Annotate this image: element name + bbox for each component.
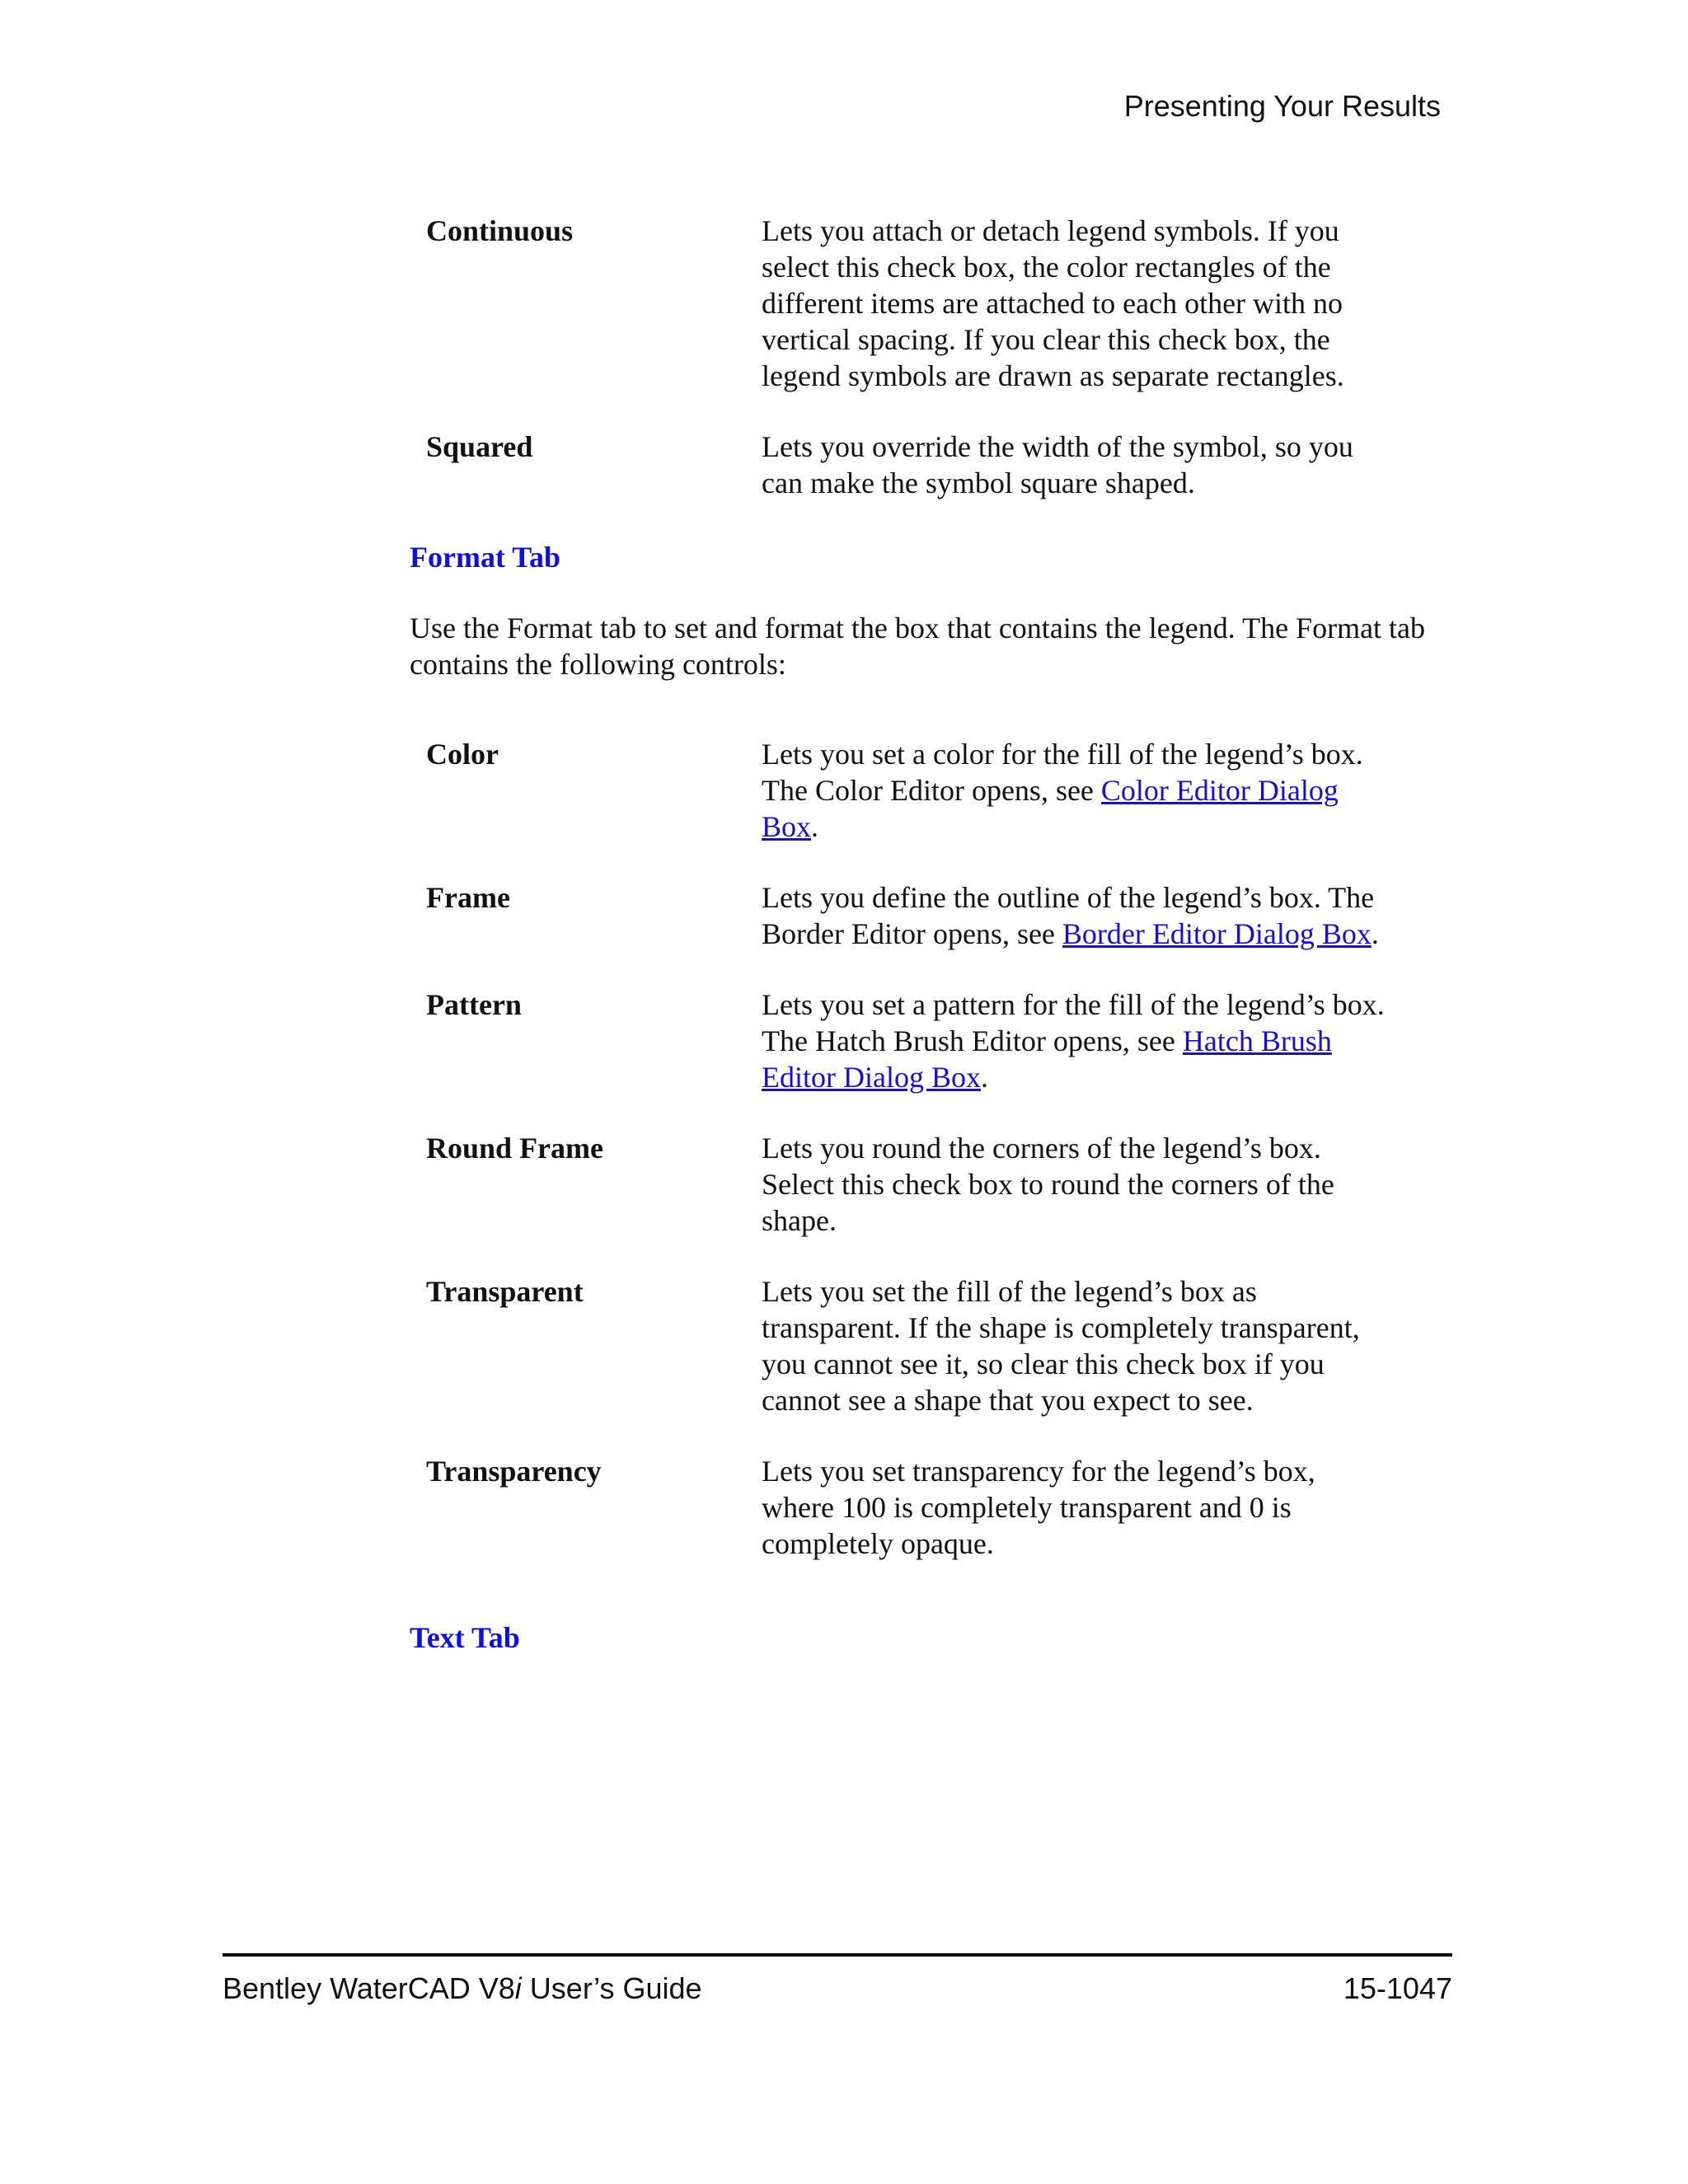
footer-rule (223, 1953, 1452, 1957)
list-item (426, 1453, 1415, 1562)
def-transparency: Lets you set transparency for the legend’s box, where 100 is completely transparent and 0 is completely opaque. (762, 1455, 1315, 1560)
term-round-frame: Round Frame (426, 1132, 603, 1165)
def-frame: Lets you define the outline of the legend’s box. The Border Editor opens, see Border Editor Dialog Box. (762, 881, 1379, 950)
definition-list-format (426, 736, 1415, 1596)
term-continuous: Continuous (426, 214, 574, 247)
format-tab-intro: Use the Format tab to set and format the box that contains the legend. The Format tab contains the following controls: (410, 612, 1426, 681)
term-frame: Frame (426, 881, 510, 914)
term-transparent: Transparent (426, 1275, 584, 1308)
page-number: 15-1047 (1343, 1971, 1452, 2005)
color-editor-link[interactable]: Color Editor Dialog Box (762, 774, 1339, 843)
def-transparent: Lets you set the fill of the legend’s box as transparent. If the shape is completely transparent, you cannot see it, so clear this check box if you cannot see a shape that you expect to see. (762, 1275, 1360, 1417)
list-item (426, 736, 1415, 845)
term-pattern: Pattern (426, 988, 522, 1021)
term-color: Color (426, 738, 499, 771)
def-pattern: Lets you set a pattern for the fill of the legend’s box. The Hatch Brush Editor opens, see Hatch Brush Editor Dialog Box. (762, 988, 1385, 1094)
hatch-brush-editor-link[interactable]: Hatch Brush Editor Dialog Box (762, 1024, 1332, 1094)
term-squared: Squared (426, 430, 533, 463)
text-tab-heading: Text Tab (410, 1621, 520, 1654)
term-transparency: Transparency (426, 1455, 602, 1488)
def-round-frame: Lets you round the corners of the legend’s box. Select this check box to round the corners of the shape. (762, 1132, 1334, 1237)
list-item (426, 987, 1415, 1095)
def-squared: Lets you override the width of the symbol, so you can make the symbol square shaped. (762, 430, 1353, 499)
list-item (426, 213, 1415, 394)
def-continuous: Lets you attach or detach legend symbols. If you select this check box, the color rectangles of the different items are attached to each other with no vertical spacing. If you clear this check box, the legend symbols are drawn as separate rectangles. (762, 214, 1344, 392)
running-header: Presenting Your Results (1123, 89, 1441, 123)
definition-list-legend (426, 213, 1415, 536)
list-item (426, 879, 1415, 952)
format-tab-heading: Format Tab (410, 541, 561, 574)
list-item (426, 1130, 1415, 1239)
def-color: Lets you set a color for the fill of the legend’s box. The Color Editor opens, see Color Editor Dialog Box. (762, 738, 1363, 843)
list-item (426, 429, 1415, 501)
list-item (426, 1273, 1415, 1418)
footer-guide-title: Bentley WaterCAD V8i User’s Guide (223, 1971, 702, 2005)
border-editor-link[interactable]: Border Editor Dialog Box (1062, 917, 1372, 950)
